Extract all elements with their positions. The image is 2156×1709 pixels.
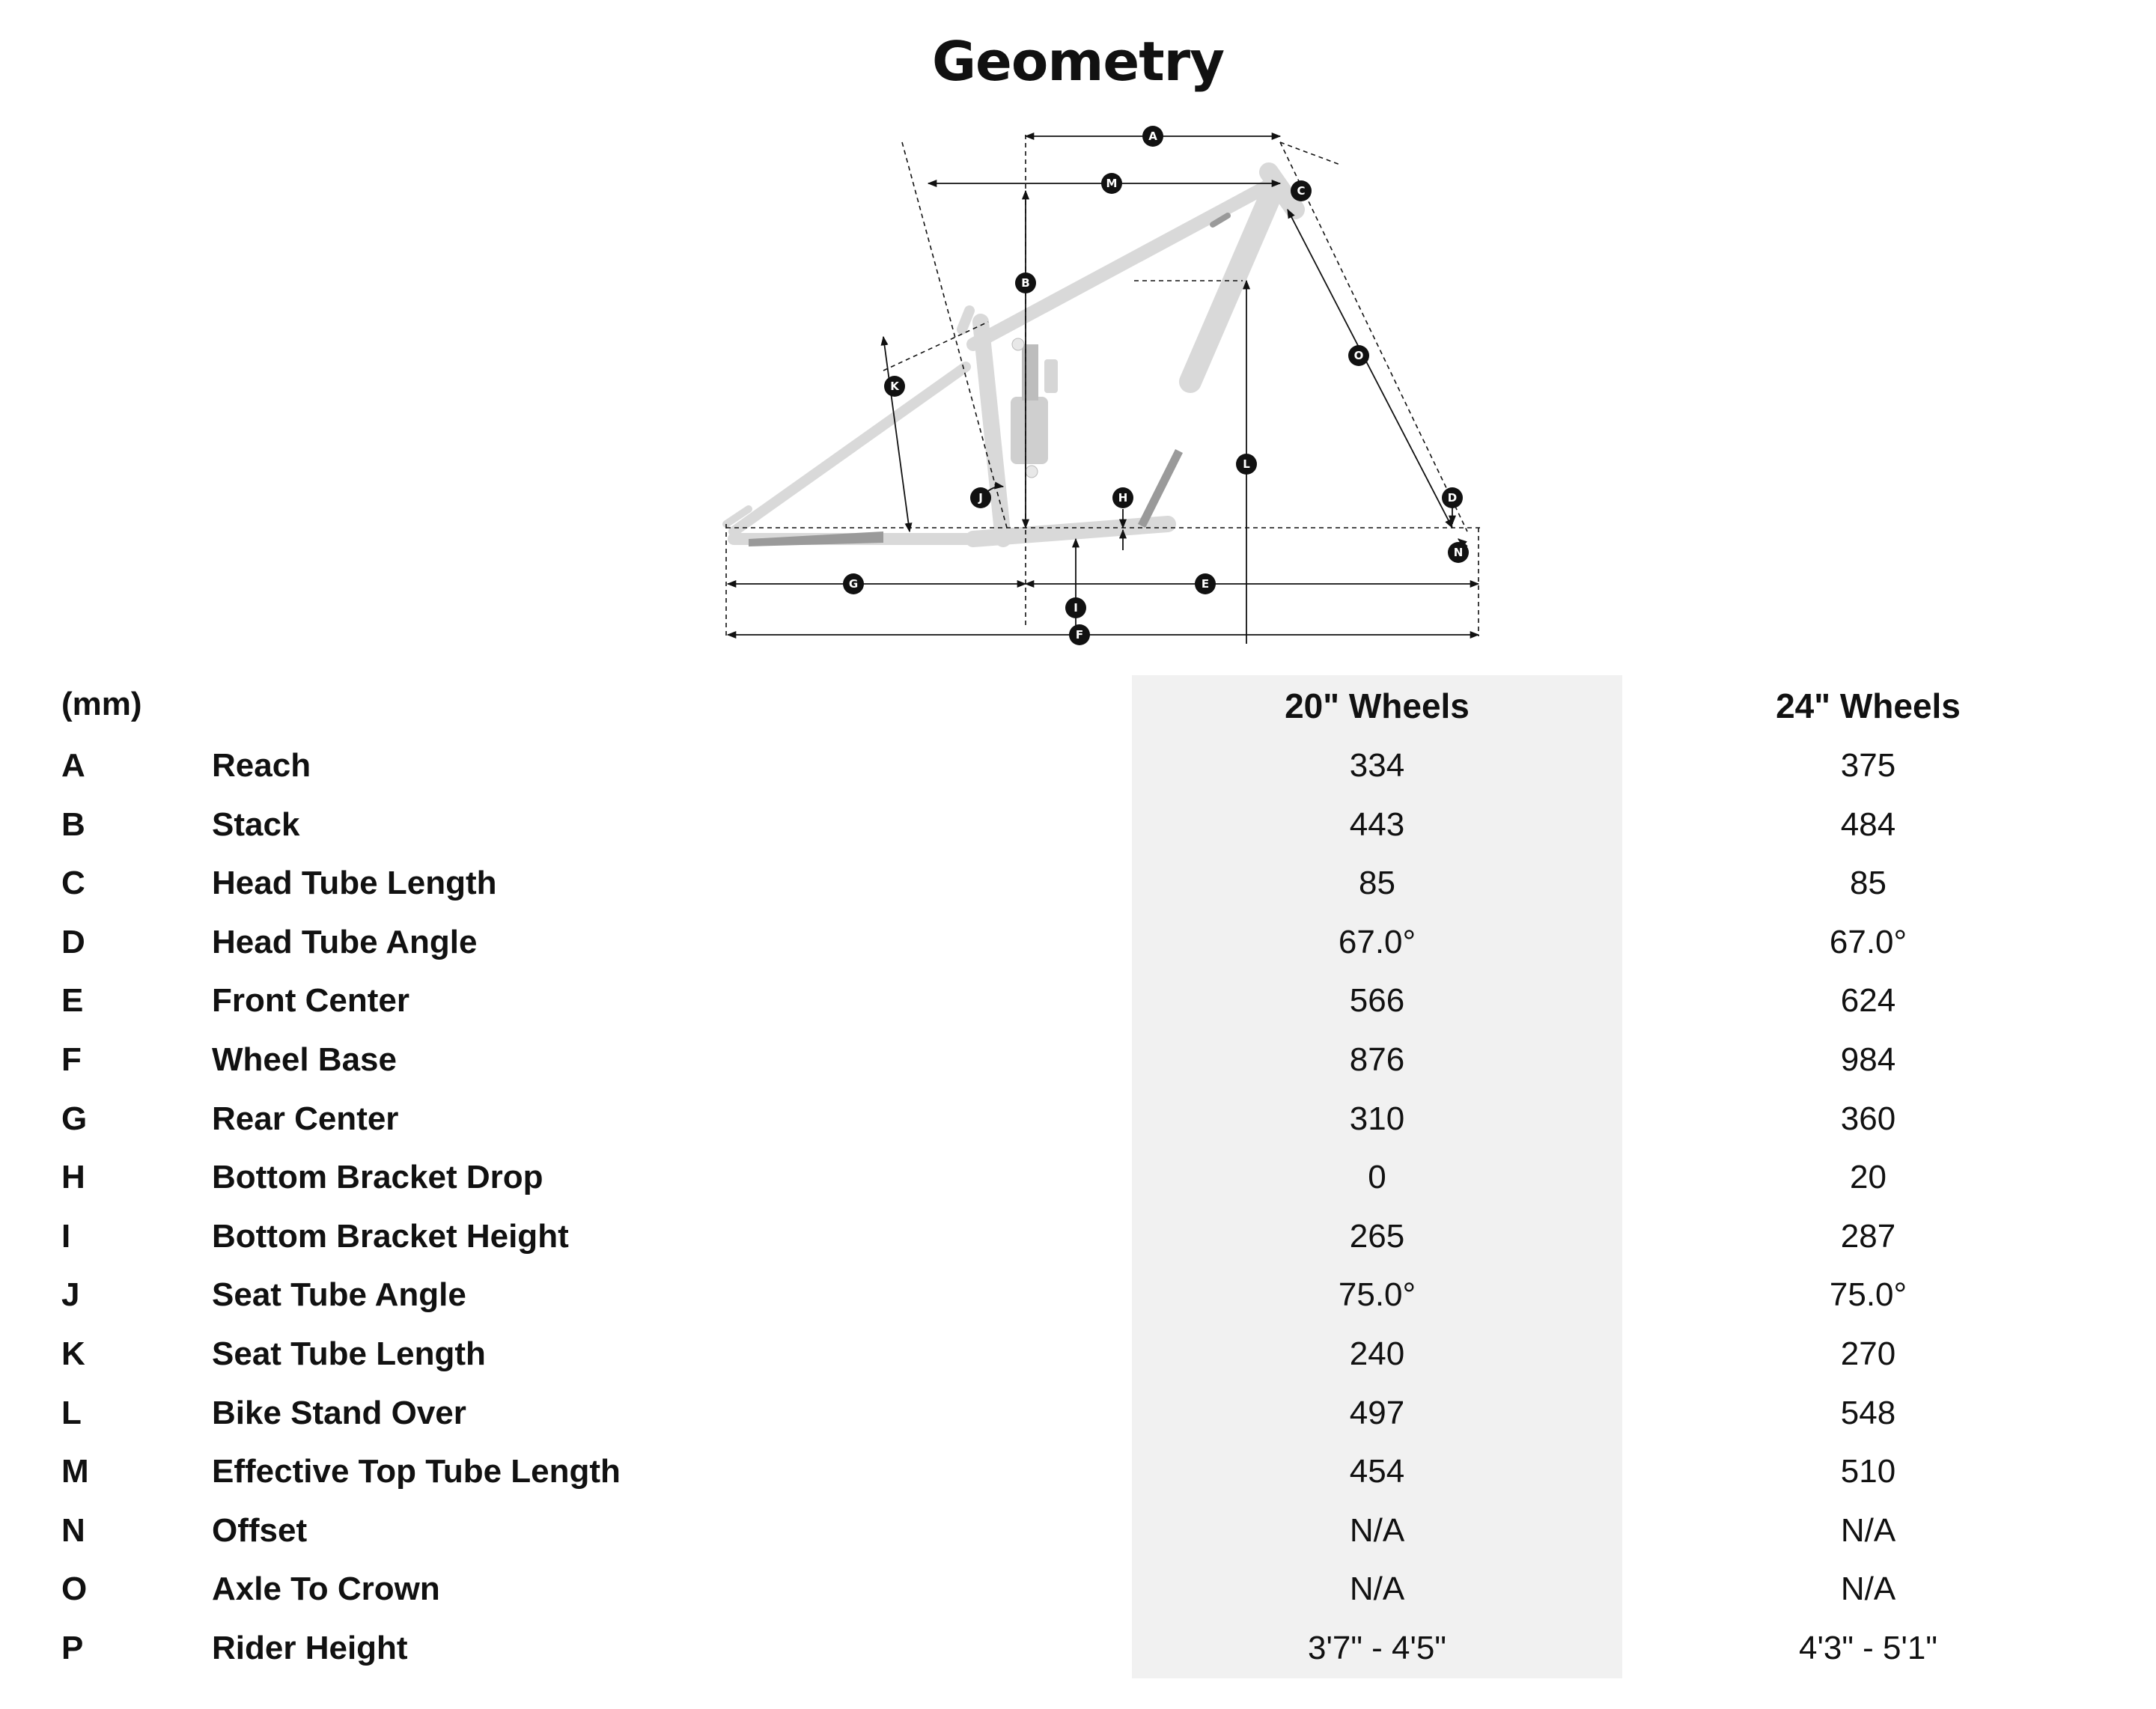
svg-text:D: D — [1447, 491, 1458, 505]
value-24: 4'3" - 5'1" — [1798, 1629, 1938, 1666]
marker-b — [1015, 272, 1036, 293]
row-label: Rear Center — [212, 1100, 399, 1137]
value-20: 334 — [1349, 747, 1405, 784]
marker-a — [1142, 126, 1163, 147]
row-letter: J — [61, 1276, 80, 1314]
value-24: 360 — [1840, 1100, 1896, 1137]
dimension-lines — [728, 136, 1479, 644]
marker-j — [970, 487, 991, 508]
table-row — [0, 1624, 2156, 1683]
value-20: 3'7" - 4'5" — [1307, 1629, 1447, 1666]
value-20: 67.0° — [1338, 923, 1416, 960]
row-label: Wheel Base — [212, 1041, 397, 1078]
table-row — [0, 1035, 2156, 1094]
row-label: Seat Tube Length — [212, 1335, 486, 1372]
column-header-24-wheels: 24" Wheels — [1776, 686, 1961, 725]
row-letter: G — [61, 1100, 88, 1137]
svg-text:J: J — [978, 491, 983, 505]
marker-m — [1101, 173, 1122, 194]
table-row — [0, 800, 2156, 859]
row-letter: H — [61, 1159, 85, 1196]
column-header-20-wheels: 20" Wheels — [1285, 686, 1470, 725]
row-label: Bike Stand Over — [212, 1394, 466, 1431]
value-24: 75.0° — [1829, 1276, 1907, 1314]
marker-f — [1069, 624, 1090, 645]
value-20: 75.0° — [1338, 1276, 1416, 1314]
marker-o — [1348, 345, 1369, 366]
row-label: Reach — [212, 747, 311, 784]
value-24: N/A — [1840, 1571, 1896, 1608]
row-letter: I — [61, 1217, 71, 1255]
value-24: 624 — [1840, 982, 1896, 1020]
row-label: Bottom Bracket Drop — [212, 1159, 543, 1196]
table-row — [0, 1094, 2156, 1154]
reference-lines — [726, 135, 1482, 636]
marker-g — [843, 573, 864, 594]
row-letter: L — [61, 1394, 82, 1431]
row-letter: D — [61, 923, 85, 960]
value-20: 443 — [1349, 805, 1405, 843]
value-20: 85 — [1359, 865, 1395, 902]
table-row — [0, 1153, 2156, 1212]
marker-l — [1236, 454, 1257, 475]
row-label: Head Tube Angle — [212, 923, 478, 960]
svg-text:K: K — [890, 380, 899, 393]
value-20: 265 — [1349, 1217, 1405, 1255]
value-24: 20 — [1850, 1159, 1886, 1196]
marker-d — [1442, 487, 1463, 508]
row-label: Seat Tube Angle — [212, 1276, 466, 1314]
value-20: 566 — [1349, 982, 1405, 1020]
row-letter: M — [61, 1453, 89, 1490]
marker-h — [1112, 487, 1133, 508]
marker-c — [1291, 180, 1312, 201]
table-row — [0, 1212, 2156, 1271]
marker-e — [1195, 573, 1216, 594]
svg-text:E: E — [1201, 577, 1210, 591]
svg-text:A: A — [1148, 130, 1157, 143]
table-row — [0, 1329, 2156, 1389]
row-label: Effective Top Tube Length — [212, 1453, 621, 1490]
value-24: 67.0° — [1829, 923, 1907, 960]
marker-k — [884, 376, 905, 397]
svg-text:H: H — [1118, 491, 1128, 505]
row-letter: C — [61, 865, 85, 902]
geometry-diagram — [704, 120, 1482, 659]
svg-text:M: M — [1106, 177, 1118, 190]
table-row — [0, 859, 2156, 918]
row-letter: N — [61, 1511, 85, 1549]
bike-frame — [726, 172, 1295, 539]
value-20: N/A — [1349, 1511, 1405, 1549]
table-row — [0, 918, 2156, 977]
row-label: Rider Height — [212, 1629, 408, 1666]
value-24: 85 — [1850, 865, 1886, 902]
row-letter: E — [61, 982, 84, 1020]
table-row — [0, 1506, 2156, 1565]
page-title: Geometry — [931, 30, 1225, 93]
table-row — [0, 1270, 2156, 1329]
row-label: Offset — [212, 1511, 308, 1549]
value-24: 984 — [1840, 1041, 1896, 1078]
value-20: 876 — [1349, 1041, 1405, 1078]
svg-text:O: O — [1353, 349, 1364, 362]
table-row — [0, 741, 2156, 800]
value-24: 270 — [1840, 1335, 1896, 1372]
table-row — [0, 1389, 2156, 1448]
value-24: 548 — [1840, 1394, 1896, 1431]
row-label: Stack — [212, 805, 300, 843]
row-letter: P — [61, 1629, 84, 1666]
row-label: Head Tube Length — [212, 865, 497, 902]
svg-text:F: F — [1075, 628, 1084, 642]
svg-text:I: I — [1074, 601, 1078, 615]
marker-n — [1448, 542, 1469, 563]
table-row — [0, 976, 2156, 1035]
value-20: 0 — [1368, 1159, 1386, 1196]
svg-text:C: C — [1297, 184, 1306, 198]
frame-accent — [1138, 449, 1183, 528]
value-24: 510 — [1840, 1453, 1896, 1490]
value-20: N/A — [1349, 1571, 1405, 1608]
units-label: (mm) — [61, 686, 142, 722]
value-20: 454 — [1349, 1453, 1405, 1490]
row-letter: F — [61, 1041, 82, 1078]
row-label: Front Center — [212, 982, 409, 1020]
value-20: 497 — [1349, 1394, 1405, 1431]
svg-text:B: B — [1021, 276, 1030, 290]
value-24: 375 — [1840, 747, 1896, 784]
row-label: Bottom Bracket Height — [212, 1217, 569, 1255]
svg-text:G: G — [848, 577, 859, 591]
value-20: 240 — [1349, 1335, 1405, 1372]
value-24: N/A — [1840, 1511, 1896, 1549]
value-24: 287 — [1840, 1217, 1896, 1255]
value-24: 484 — [1840, 805, 1896, 843]
table-row — [0, 1565, 2156, 1624]
row-letter: B — [61, 805, 85, 843]
marker-i — [1065, 597, 1086, 618]
value-20: 310 — [1349, 1100, 1405, 1137]
row-letter: O — [61, 1571, 88, 1608]
row-letter: K — [61, 1335, 85, 1372]
row-label: Axle To Crown — [212, 1571, 440, 1608]
table-row — [0, 1447, 2156, 1506]
svg-text:N: N — [1453, 546, 1464, 559]
row-letter: A — [61, 747, 85, 784]
rear-shock — [1011, 338, 1058, 478]
geometry-table — [0, 741, 2156, 1683]
svg-text:L: L — [1243, 457, 1250, 471]
